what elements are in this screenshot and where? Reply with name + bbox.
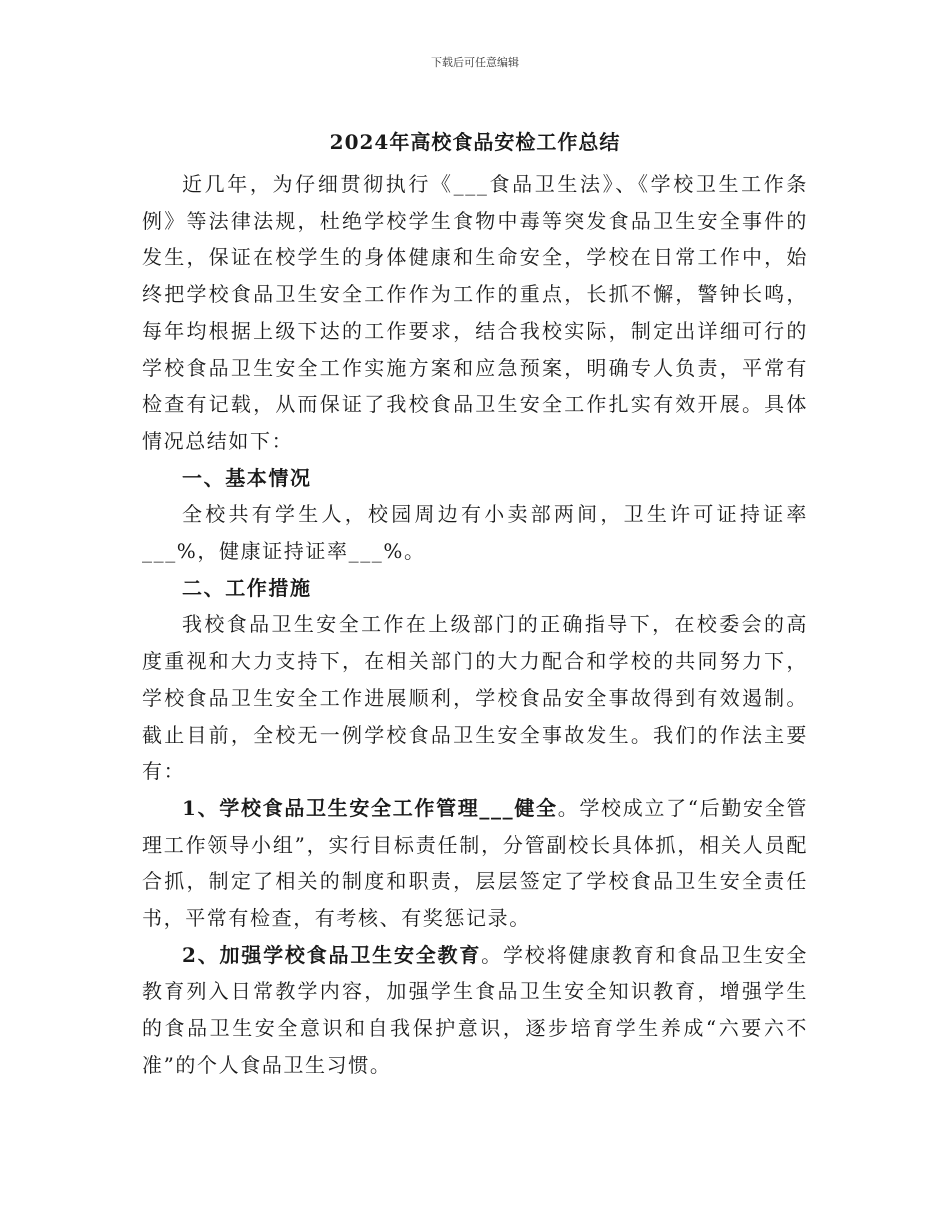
measure-2-text: 。学校将健康教育和食品卫生安全教育列入日常教学内容，加强学生食品卫生安全知识教育，增强学生的食品卫生安全意识和自我保护意识，逐步培育学生养成“六要六不准”的个人食品卫生习惯。 [142, 942, 808, 1077]
measure-1-text: 。学校成立了“后勤安全管理工作领导小组”，实行目标责任制，分管副校长具体抓，相关人员配合抓，制定了相关的制度和职责，层层签定了学校食品卫生安全责任书，平常有检查，有考核、有奖惩记录。 [142, 795, 808, 931]
heading-basic-situation: 一、基本情况 [182, 465, 312, 490]
document-title: 2024年高校食品安检工作总结 [329, 130, 621, 154]
paragraph-work-measures: 我校食品卫生安全工作在上级部门的正确指导下，在校委会的高度重视和大力支持下，在相关部门的大力配合和学校的共同努力下，学校食品卫生安全工作进展顺利，学校食品安全事故得到有效遏制。截止目前，全校无一例学校食品卫生安全事故发生。我们的作法主要有： [142, 612, 808, 784]
paragraph-intro: 近几年，为仔细贯彻执行《___食品卫生法》、《学校卫生工作条例》等法律法规，杜绝学校学生食物中毒等突发食品卫生安全事件的发生，保证在校学生的身体健康和生命安全，学校在日常工作中，始终把学校食品卫生安全工作作为工作的重点，长抓不懈，警钟长鸣，每年均根据上级下达的工作要求，结合我校实际，制定出详细可行的学校食品卫生安全工作实施方案和应急预案，明确专人负责，平常有检查有记载，从而保证了我校食品卫生安全工作扎实有效开展。具体情况总结如下： [142, 172, 808, 453]
document-body [142, 166, 808, 1084]
measure-1-heading: 1、学校食品卫生安全工作管理___健全 [182, 795, 558, 820]
measure-2-heading: 2、加强学校食品卫生安全教育 [182, 942, 482, 967]
header-note: 下载后可任意编辑 [431, 56, 519, 69]
paragraph-basic-situation: 全校共有学生人，校园周边有小卖部两间，卫生许可证持证率___%，健康证持证率___%。 [142, 502, 808, 564]
heading-work-measures: 二、工作措施 [182, 575, 312, 600]
paragraph-measure-1 [142, 790, 808, 937]
paragraph-measure-2 [142, 937, 808, 1084]
